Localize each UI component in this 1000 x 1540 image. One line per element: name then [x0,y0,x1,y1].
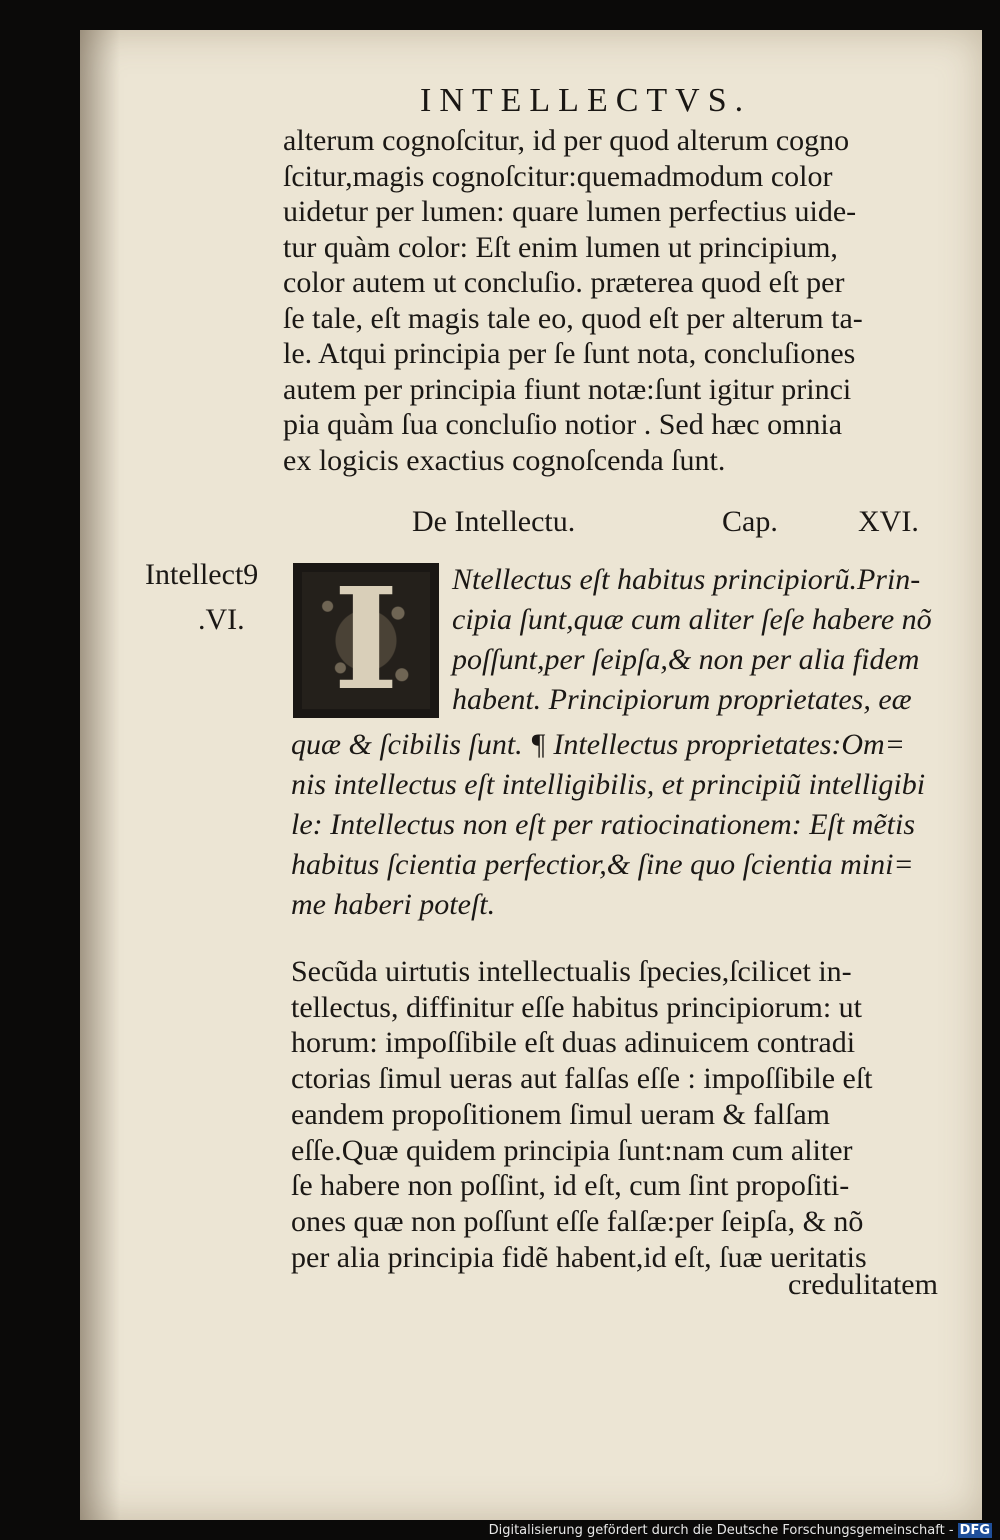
text-line: le: Intellectus non eſt per ratiocinationem: Eſt mẽtis [291,808,916,841]
text-line: eandem propoſitionem ſimul ueram & falſam [291,1097,831,1131]
text-line: ex logicis exactius cognoſcenda ſunt. [283,443,726,477]
text-line: le. Atqui principia per ſe ſunt nota, concluſiones [283,337,856,370]
text-line: per alia principia fidẽ habent,id eſt, ſuæ ueritatis [291,1240,867,1274]
text-line: ſcitur,magis cognoſcitur:quemadmodum color [283,159,833,193]
text-line: habitus ſcientia perfectior,& ſine quo ſcientia mini= [291,848,914,881]
text-line: habent. Principiorum proprietates, eæ [452,683,912,716]
text-line: me haberi poteſt. [291,888,496,921]
text-line: poſſunt,per ſeipſa,& non per alia fidem [452,643,920,676]
text-line: ones quæ non poſſunt eſſe falſæ:per ſeipſa, & nõ [291,1204,864,1238]
text-line: ctorias ſimul ueras aut falſas eſſe : impoſſibile eſt [291,1062,873,1096]
text-line: tellectus, diffinitur eſſe habitus principiorum: ut [291,990,862,1024]
decorated-initial [293,558,439,722]
text-line: nis intellectus eſt intelligibilis, et principiũ intelligibi [291,768,926,801]
initial-letter: I [333,558,399,722]
digitization-credit [489,1523,992,1538]
page-gutter-shadow [80,30,120,1520]
text-line: alterum cognoſcitur, id per quod alterum cogno [283,124,850,157]
catchword: credulitatem [788,1268,938,1301]
text-line: horum: impoſſibile eſt duas adinuicem contradi [291,1026,856,1060]
text-line: eſſe.Quæ quidem principia ſunt:nam cum aliter [291,1133,853,1167]
text-line: tur quàm color: Eſt enim lumen ut principium, [283,230,838,264]
chapter-title: De Intellectu. [412,505,576,538]
text-line: ſe tale, eſt magis tale eo, quod eſt per alterum ta- [283,301,863,335]
margin-note-line-2: .VI. [198,603,245,636]
chapter-cap-label: Cap. [722,505,778,538]
credit-text: Digitalisierung gefördert durch die Deutsche Forschungsgemeinschaft - [488,1523,954,1538]
text-line: pia quàm ſua concluſio notior . Sed hæc omnia [283,408,843,441]
text-line: autem per principia fiunt notæ:ſunt igitur princi [283,372,852,406]
text-line: uidetur per lumen: quare lumen perfectius uide- [283,195,857,228]
text-line: cipia ſunt,quæ cum aliter ſeſe habere nõ [452,603,932,636]
running-head: INTELLECTVS. [420,82,752,119]
text-line: color autem ut concluſio. præterea quod eſt per [283,266,845,299]
text-line: ſe habere non poſſint, id eſt, cum ſint propoſiti- [291,1169,850,1203]
text-line: Ntellectus eſt habitus principiorũ.Prin- [452,563,921,596]
text-line: quæ & ſcibilis ſunt. ¶ Intellectus proprietates:Om= [291,728,905,761]
chapter-number: XVI. [858,505,919,538]
dfg-logo: DFG [959,1523,990,1538]
margin-note-line-1: Intellect9 [145,558,259,591]
text-line: Secũda uirtutis intellectualis ſpecies,ſcilicet in- [291,955,852,988]
